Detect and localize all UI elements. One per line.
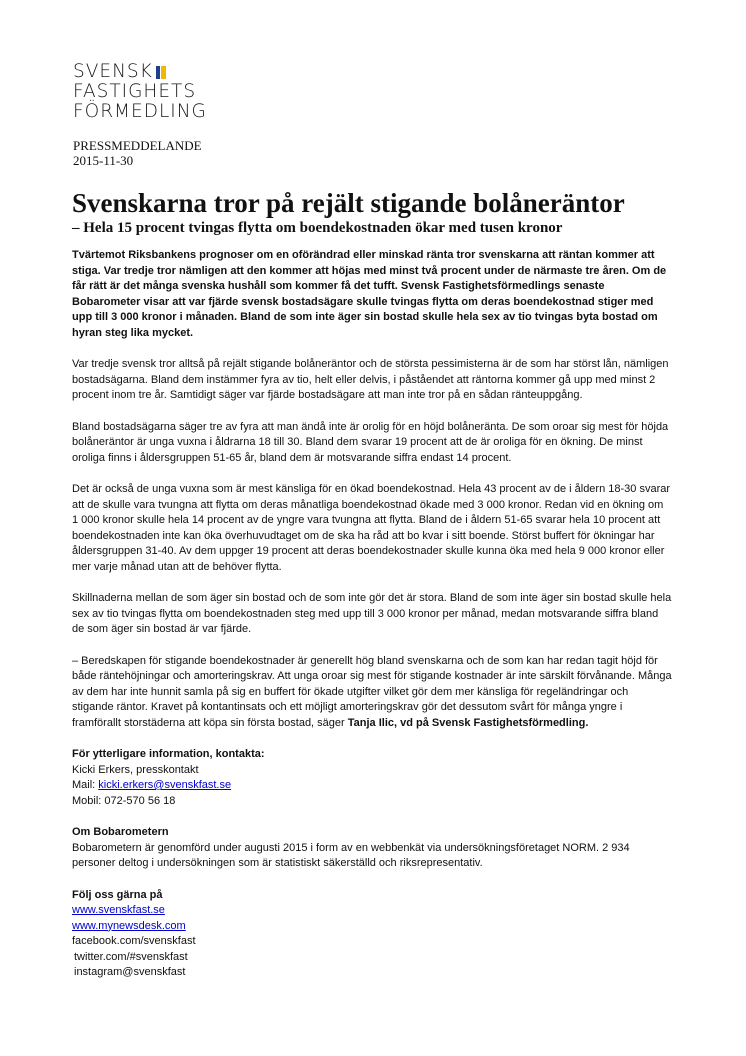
mail-label: Mail:: [72, 779, 99, 791]
body-paragraph: Det är också de unga vuxna som är mest känsliga för en ökad boendekostnad. Hela 43 procent av de i åldern 18-30 svarar att de skulle vara tvungna att flytta om deras månatliga boendekostnad ökade med 3 000 kronor. Redan vid en ökning om 1 000 kronor skulle hela 14 procent av de yngre vara tvungna att flytta. Bland de i åldern 51-65 svarar hela 10 procent att boendekostnaden inte kan öka överhuvudtaget om de ska ha råd att bo kvar i sitt boende. Störst buffert för ökningar har åldersgruppen 31-40. Av dem uppger 19 procent att deras boendekostnader skulle kunna öka med hela 9 000 kronor eller mer varje månad utan att de behöver flytta.: [72, 483, 671, 573]
follow-block: [72, 888, 672, 981]
press-release-date: 2015-11-30: [73, 153, 134, 168]
about-text: Bobarometern är genomförd under augusti 2015 i form av en webbenkät via undersökningsföretaget NORM. 2 934 personer deltog i undersökningen som är statistiskt säkerställd och riksrepresentativ.: [72, 841, 630, 869]
facebook-text: facebook.com/svenskfast: [72, 935, 196, 947]
instagram-text: instagram@svenskfast: [74, 966, 186, 978]
about-heading: Om Bobarometern: [72, 826, 169, 838]
article-body: [72, 248, 672, 981]
twitter-text: twitter.com/#svenskfast: [74, 950, 188, 963]
contact-mail-row: [72, 778, 672, 794]
body-paragraph: Var tredje svensk tror alltså på rejält stigande bolåneräntor och de största pessimisterna är de som har störst lån, nämligen bostadsägarna. Bland dem instämmer fyra av tio, helt eller delvis, i påståendet att räntorna kommer gå upp med minst 2 procent inom tre år. Samtidigt säger var fjärde bostadsägare att man inte tror på en sådan ränteuppgång.: [72, 358, 669, 401]
mynewsdesk-link[interactable]: www.mynewsdesk.com: [72, 919, 186, 932]
company-logo: [73, 62, 207, 122]
logo-line-2: FASTIGHETS: [73, 81, 197, 102]
quote-text: – Beredskapen för stigande boendekostnader är generellt hög bland svenskarna och de som kan har redan tagit höjd för både räntehöjningar och amorteringskrav. Att unga oroar sig mest för stigande kostnader är inte särskilt förvånande. Många av dem har inte hunnit samla på sig en buffert för ökade utgifter vilket gör dem mer känsliga för regeländringar och stigande räntor. Kravet på kontantinsats och ett möjligt amorteringskrav gör det dessutom svårt för många yngre i framförallt storstäderna att köpa sin första bostad, säger: [72, 654, 672, 729]
logo-line-3: FÖRMEDLING: [73, 101, 207, 122]
lead-paragraph: Tvärtemot Riksbankens prognoser om en oförändrad eller minskad ränta tror svenskarna att räntan kommer att stiga. Var tredje tror nämligen att den kommer att höjas med minst två procent under de närmaste tre åren. Om de får rätt är det många svenska hushåll som kommer få det tufft. Svensk Fastighetsförmedlings senaste Bobarometer visar att var fjärde svensk bostadsägare skulle tvingas flytta om deras boendekostnad stiger med upp till 3 000 kronor i månaden. Bland de som inte äger sin bostad skulle hela sex av tio tvingas byta bostad om hyran steg lika mycket.: [72, 249, 667, 339]
quote-attribution: Tanja Ilic, vd på Svensk Fastighetsförmedling.: [347, 716, 589, 729]
body-paragraph: Bland bostadsägarna säger tre av fyra att man ändå inte är orolig för en höjd bolåneränta. De som oroar sig mest för höjda bolåneräntor är unga vuxna i åldrarna 18 till 30. Bland dem svarar 19 procent att de är oroliga för en ökning. De minst oroliga finns i åldersgruppen 51-65 år, bland dem är motsvarande siffra endast 14 procent.: [72, 420, 669, 464]
page-subtitle: – Hela 15 procent tvingas flytta om boendekostnaden ökar med tusen kronor: [72, 220, 563, 236]
contact-mobile: Mobil: 072-570 56 18: [72, 794, 176, 807]
press-meta: [73, 138, 202, 168]
follow-heading: Följ oss gärna på: [72, 888, 163, 901]
contact-block: [72, 747, 672, 809]
swedish-flag-icon: [156, 66, 166, 79]
website-link[interactable]: www.svenskfast.se: [72, 904, 165, 916]
contact-heading: För ytterligare information, kontakta:: [72, 748, 265, 760]
page-title: Svenskarna tror på rejält stigande bolåneräntor: [72, 188, 625, 218]
contact-email-link[interactable]: kicki.erkers@svenskfast.se: [98, 779, 232, 791]
body-paragraph: Skillnaderna mellan de som äger sin bostad och de som inte gör det är stora. Bland de som inte äger sin bostad skulle hela sex av tio tvingas flytta om boendekostnaden steg med upp till 3 000 kronor per månad, medan motsvarande siffra bland de som äger sin bostad är var fjärde.: [72, 592, 672, 635]
logo-line-1: SVENSK: [73, 62, 207, 82]
quote-paragraph: [72, 654, 672, 732]
about-block: [72, 825, 672, 872]
contact-name: Kicki Erkers, presskontakt: [72, 763, 199, 776]
press-release-label: PRESSMEDDELANDE: [73, 138, 202, 153]
